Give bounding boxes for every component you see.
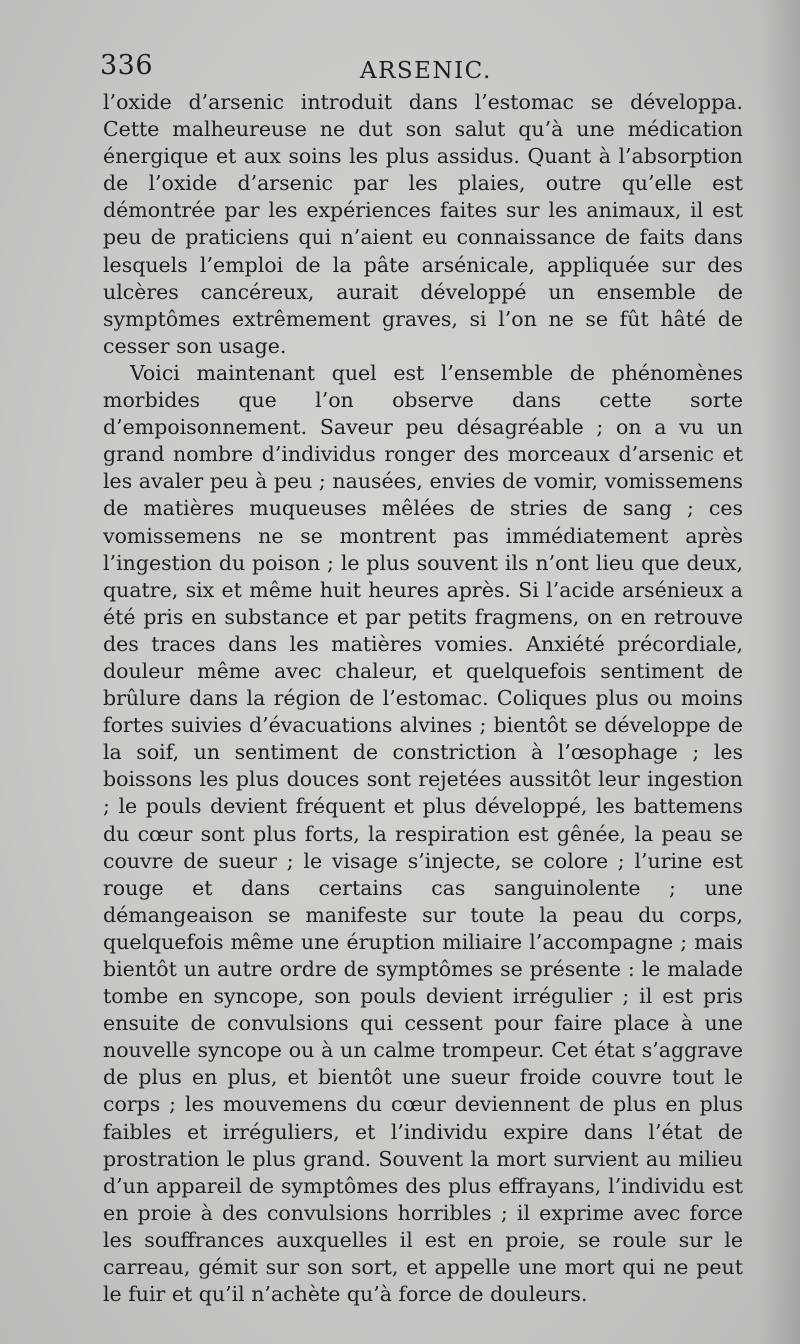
paragraph-continuation: l’oxide d’arsenic introduit dans l’estomac se développa. Cette malheureuse ne dut son salut qu’à une médication énergique et aux soins les plus assidus. Quant à l’absorption de l’oxide d’arsenic par les plaies, outre qu’elle est démontrée par les expériences faites sur les animaux, il est peu de praticiens qui n’aient eu connaissance de faits dans lesquels l’emploi de la pâte arsénicale, appliquée sur des ulcères cancéreux, aurait développé un ensemble de symptômes extrêmement graves, si l’on ne se fût hâté de cesser son usage.	[103, 90, 743, 358]
body-text	[103, 89, 743, 1308]
page-header	[100, 50, 740, 90]
page-number: 336	[100, 50, 154, 81]
paragraph-symptoms: Voici maintenant quel est l’ensemble de phénomènes morbides que l’on observe dans cette sorte d’empoisonnement. Saveur peu désagréable ; on a vu un grand nombre d’individus ronger des morceaux d’arsenic et les avaler peu à peu ; nausées, envies de vomir, vomissemens de matières muqueuses mêlées de stries de sang ; ces vomissemens ne se montrent pas immédiatement après l’ingestion du poison ; le plus souvent ils n’ont lieu que deux, quatre, six et même huit heures après. Si l’acide arsénieux a été pris en substance et par petits fragmens, on en retrouve des traces dans les matières vomies. Anxiété précordiale, douleur même avec chaleur, et quelquefois sentiment de brûlure dans la région de l’estomac. Coliques plus ou moins fortes suivies d’évacuations alvines ; bientôt se développe de la soif, un sentiment de constriction à l’œsophage ; les boissons les plus douces sont rejetées aussitôt leur ingestion ; le pouls devient fréquent et plus développé, les battemens du cœur sont plus forts, la respiration est gênée, la peau se couvre de sueur ; le visage s’injecte, se colore ; l’urine est rouge et dans certains cas sanguinolente ; une démangeaison se manifeste sur toute la peau du corps, quelquefois même une éruption miliaire l’accompagne ; mais bientôt un autre ordre de symptômes se présente : le malade tombe en syncope, son pouls devient irrégulier ; il est pris ensuite de convulsions qui cessent pour faire place à une nouvelle syncope ou à un calme trompeur. Cet état s’aggrave de plus en plus, et bientôt une sueur froide couvre tout le corps ; les mouvemens du cœur deviennent de plus en plus faibles et irréguliers, et l’individu expire dans l’état de prostration le plus grand. Souvent la mort survient au milieu d’un appareil de symptômes des plus effrayans, l’individu est en proie à des convulsions horribles ; il exprime avec force les souffrances auxquelles il est en proie, se roule sur le carreau, gémit sur son sort, et appelle une mort qui ne peut le fuir et qu’il n’achète qu’à force de douleurs.	[103, 360, 743, 1307]
running-title: ARSENIC.	[360, 58, 492, 84]
